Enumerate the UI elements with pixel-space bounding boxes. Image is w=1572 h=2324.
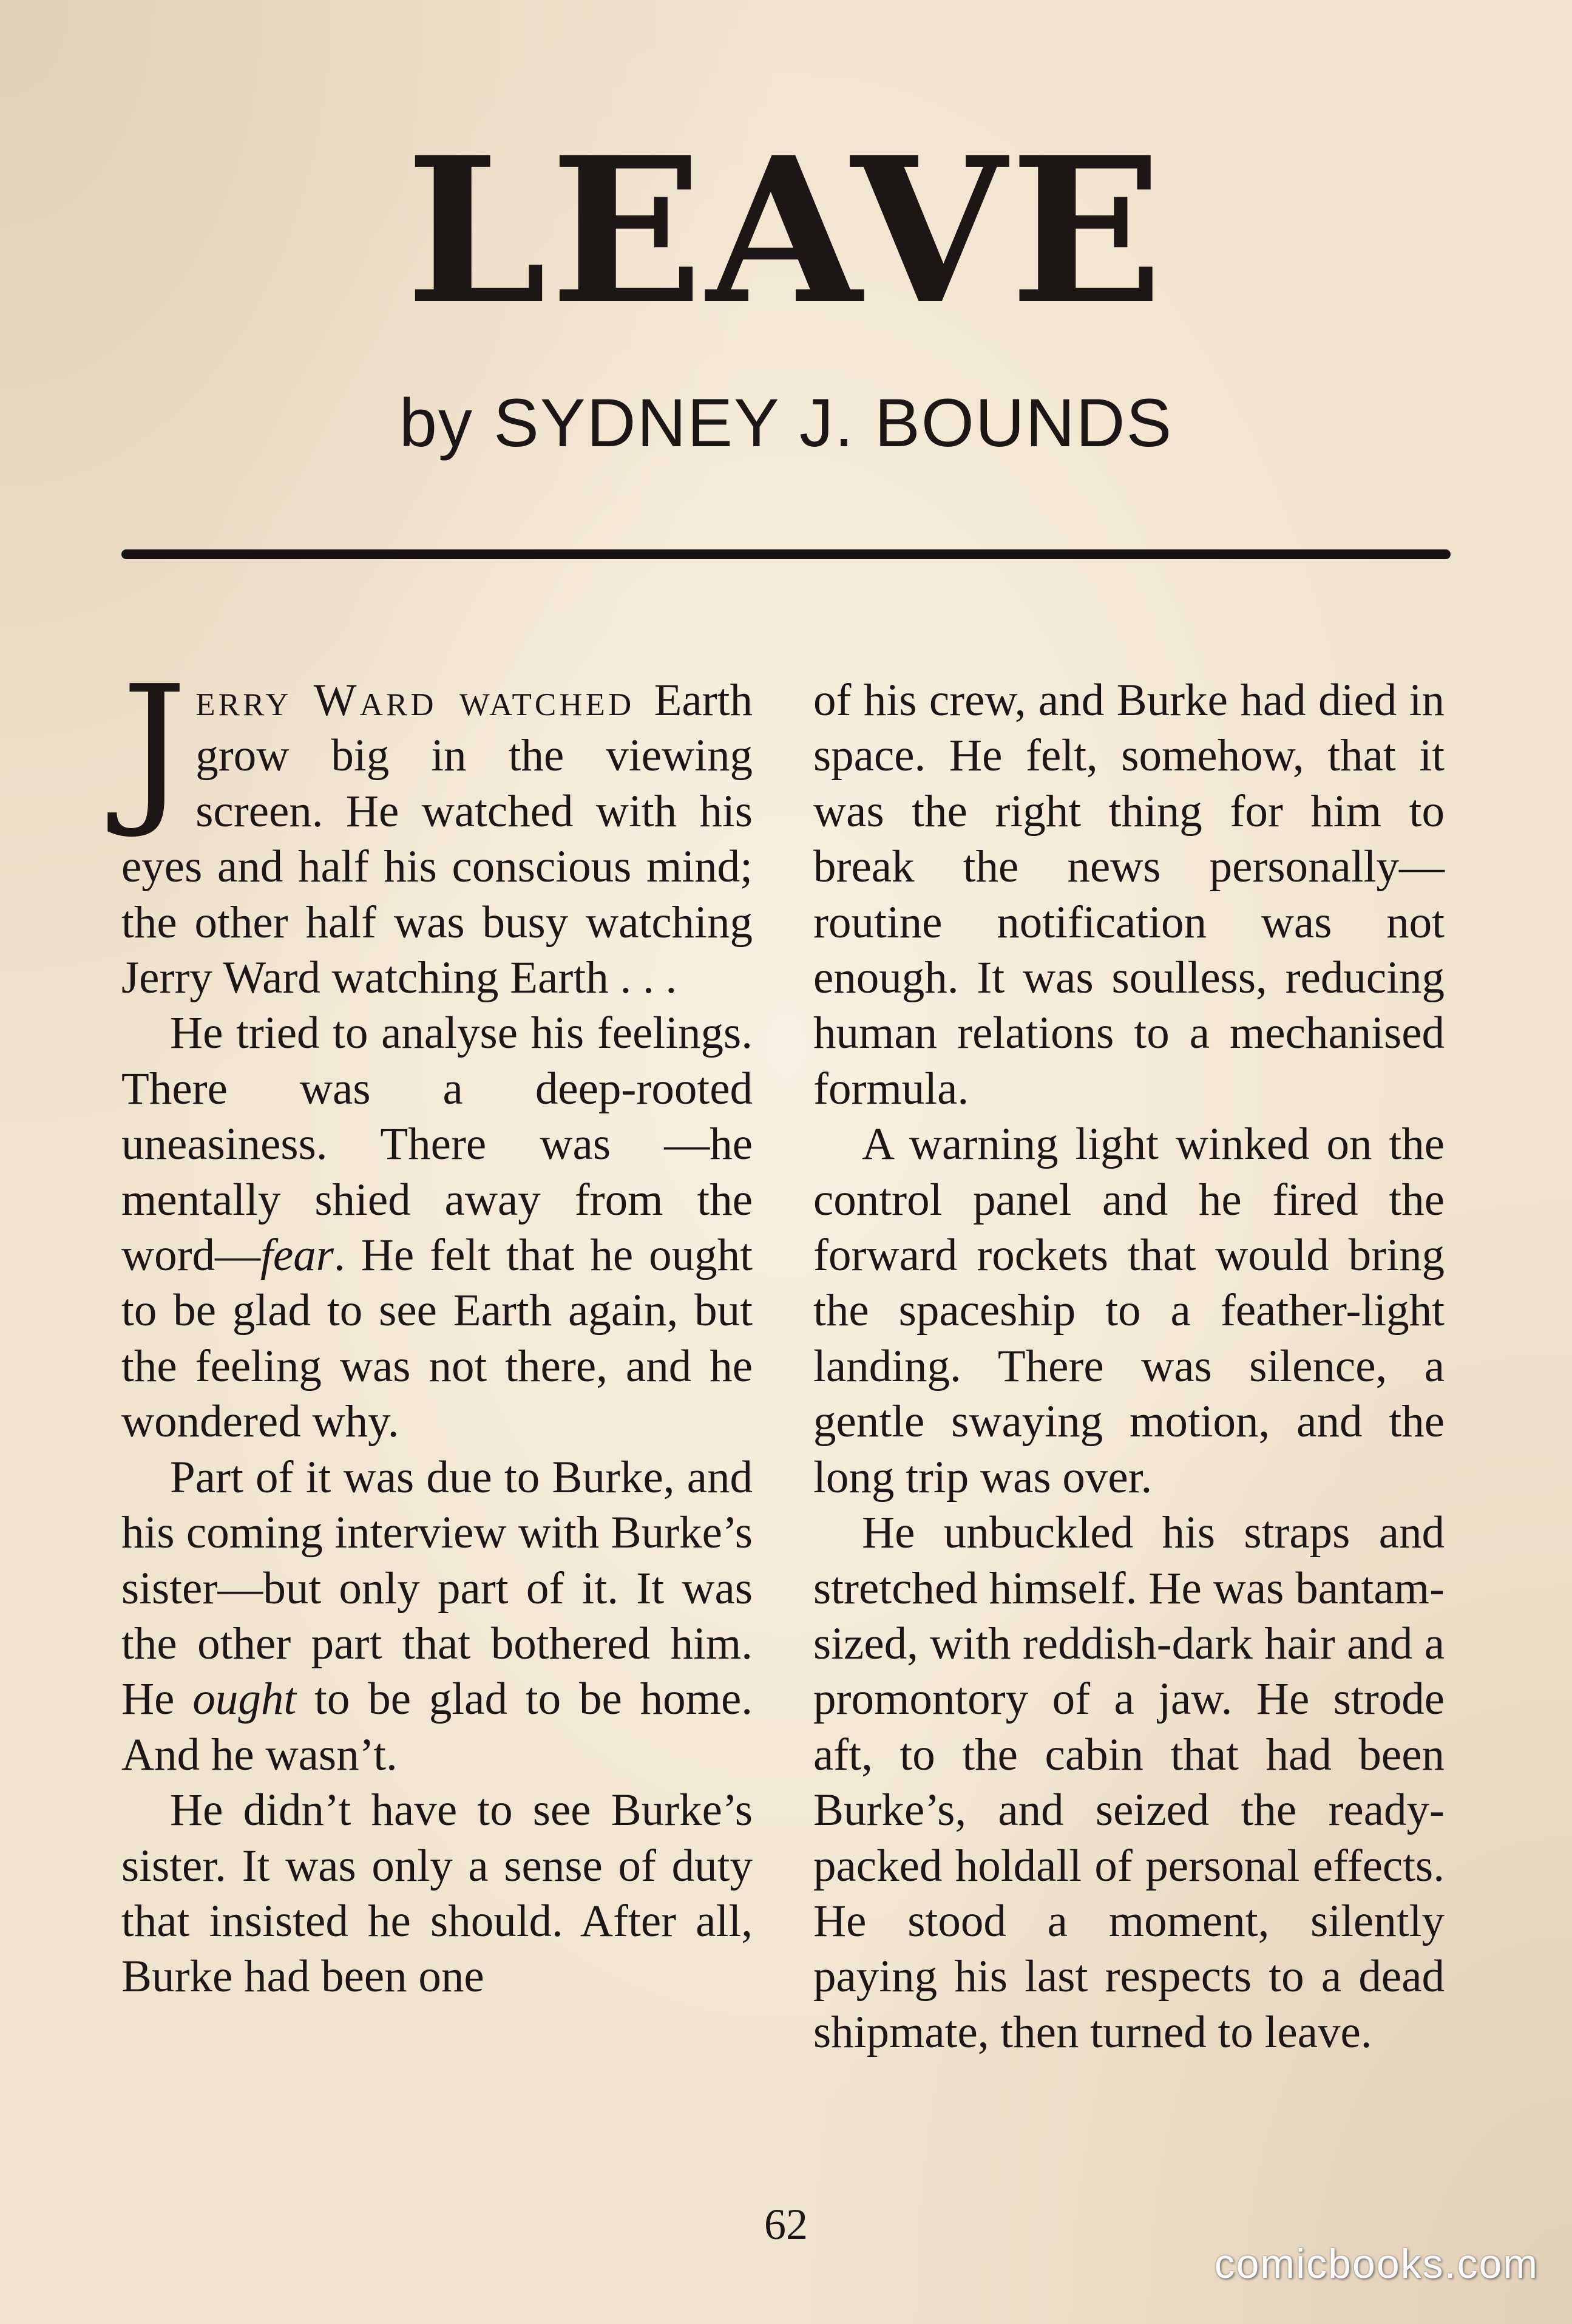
paragraph-4-text: He didn’t have to see Burke’s sister. It was only a sense of duty that insisted he should. After all, Burke had been one xyxy=(121,1785,753,2002)
paragraph-2-text-a: He tried to analyse his feelings. There was a deep-rooted uneasiness. There was —he mentally shied away from the word— xyxy=(121,1008,753,1281)
author-byline: by SYDNEY J. BOUNDS xyxy=(399,385,1173,461)
paragraph-2-text-b: . He felt that he ought to be glad to see Earth again, but the feeling was not there, and he wondered why. xyxy=(121,1230,753,1447)
paragraph-3 xyxy=(121,1450,753,1782)
paragraph-5: of his crew, and Burke had died in space. He felt, somehow, that it was the right thing for him to break the news personally—routine notification was not enough. It was soulless, reducing human relations to a mechanised formula. xyxy=(813,675,1445,1114)
paragraph-3-emphasis: ought xyxy=(192,1674,297,1725)
paragraph-4 xyxy=(121,1782,753,2005)
watermark-logo: comicbooks.com xyxy=(1214,2241,1539,2287)
paragraph-6: A warning light winked on the control panel and he fired the forward rockets that would bring the spaceship to a feather-light landing. There was silence, a gentle swaying motion, and the long trip was over. xyxy=(813,1119,1445,1503)
title-divider xyxy=(121,549,1451,559)
paragraph-3-text-b: to be glad to be home. And he wasn’t. xyxy=(121,1674,753,1780)
lead-in-smallcaps: erry Ward watched xyxy=(195,675,635,725)
story-title: LEAVE xyxy=(405,113,1167,348)
paragraph-1 xyxy=(121,650,753,1005)
paragraph-1-text: Earth grow big in the viewing screen. He watched with his eyes and half his conscious mind; the other half was busy watching Jerry Ward watching Earth . . . xyxy=(121,675,753,1004)
drop-cap: J xyxy=(121,650,188,841)
paragraph-3-text-a: Part of it was due to Burke, and his coming interview with Burke’s sister—but only part of it. It was the other part that bothered him. He xyxy=(121,1452,753,1725)
paragraph-2-emphasis: fear xyxy=(260,1230,334,1281)
text-column-left xyxy=(121,650,753,2005)
paragraph-7: He unbuckled his straps and stretched himself. He was bantam-sized, with reddish-dark hair and a promontory of a jaw. He strode aft, to the cabin that had been Burke’s, and seized the ready-packed holdall of personal effects. He stood a moment, silently paying his last respects to a dead shipmate, then turned to leave. xyxy=(813,1507,1445,2057)
page-number: 62 xyxy=(764,2200,808,2249)
text-column-right xyxy=(813,673,1445,2060)
paragraph-2 xyxy=(121,1005,753,1449)
